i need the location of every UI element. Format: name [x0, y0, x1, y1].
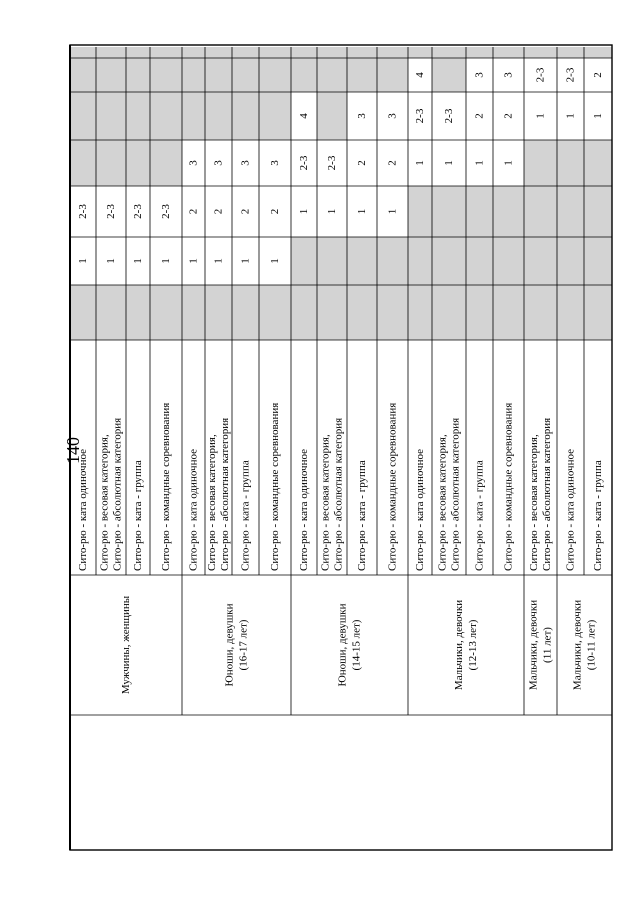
group-label: Мальчики, девочки	[571, 599, 584, 691]
value-cell: 1	[564, 113, 577, 119]
discipline-label: Сито-рю - ката - группа	[239, 460, 252, 571]
shaded-cell	[584, 47, 612, 58]
value-cell: 2	[356, 160, 368, 166]
shaded-cell	[232, 58, 259, 92]
shaded-cell	[70, 58, 96, 92]
value-cell: 2-3	[534, 67, 547, 83]
value-cell: 1	[386, 208, 399, 215]
discipline-label: Сито-рю - весовая категория,	[436, 434, 449, 571]
shaded-cell	[584, 285, 612, 340]
value-cell: 3	[187, 160, 200, 166]
shaded-cell	[408, 47, 432, 58]
value-cell: 2-3	[414, 108, 426, 124]
shaded-cell	[70, 92, 96, 140]
value-cell: 1	[326, 208, 338, 215]
discipline-label: Сито-рю - командные соревнования	[160, 402, 172, 571]
group-label: (14-15 лет)	[350, 619, 363, 671]
value-cell: 2	[473, 113, 486, 119]
shaded-cell	[150, 58, 182, 92]
value-cell: 1	[356, 208, 368, 215]
shaded-cell	[557, 237, 584, 285]
value-cell: 2-3	[160, 204, 172, 219]
shaded-cell	[432, 186, 466, 237]
shaded-cell	[96, 58, 126, 92]
value-cell: 3	[269, 160, 281, 166]
discipline-label: Сито-рю - ката - группа	[592, 460, 604, 571]
value-cell: 1	[414, 160, 426, 166]
shaded-cell	[182, 92, 205, 140]
discipline-label: Сито-рю - командные соревнования	[386, 402, 399, 571]
shaded-cell	[205, 47, 232, 58]
value-cell: 1	[473, 160, 486, 166]
shaded-cell	[466, 186, 493, 237]
shaded-cell	[150, 285, 182, 340]
shaded-cell	[291, 47, 317, 58]
shaded-cell	[408, 186, 432, 237]
shaded-cell	[432, 285, 466, 340]
value-cell: 2	[212, 208, 225, 215]
group-label: (10-11 лет)	[585, 619, 598, 671]
shaded-cell	[377, 47, 408, 58]
discipline-label: Сито-рю - ката - группа	[356, 460, 368, 571]
shaded-cell	[493, 186, 524, 237]
shaded-cell	[524, 237, 557, 285]
discipline-label: Сито-рю - весовая категория,	[98, 434, 111, 571]
page-number: 140	[63, 437, 83, 464]
shaded-cell	[347, 58, 377, 92]
shaded-cell	[259, 285, 291, 340]
shaded-cell	[347, 237, 377, 285]
group-label: (11 лет)	[541, 627, 554, 663]
value-cell: 2	[187, 208, 200, 215]
shaded-cell	[126, 285, 150, 340]
shaded-cell	[524, 140, 557, 186]
shaded-cell	[584, 237, 612, 285]
shaded-cell	[524, 285, 557, 340]
value-cell: 2-3	[564, 67, 577, 83]
shaded-cell	[126, 140, 150, 186]
shaded-cell	[96, 140, 126, 186]
shaded-cell	[377, 237, 408, 285]
discipline-label: Сито-рю - ката одиночное	[187, 449, 200, 571]
shaded-cell	[557, 186, 584, 237]
group-label: Мужчины, женщины	[120, 595, 132, 695]
value-cell: 1	[502, 160, 515, 166]
value-cell: 3	[212, 160, 225, 166]
value-cell: 3	[502, 72, 515, 78]
shaded-cell	[126, 47, 150, 58]
discipline-label: Сито-рю - ката - группа	[473, 460, 486, 571]
discipline-label: Сито-рю - весовая категория,	[319, 434, 332, 571]
shaded-cell	[377, 58, 408, 92]
shaded-cell	[493, 47, 524, 58]
shaded-cell	[493, 285, 524, 340]
shaded-cell	[317, 58, 347, 92]
value-cell: 4	[298, 113, 310, 119]
value-cell: 2	[592, 72, 604, 78]
discipline-label: Сито-рю - ката одиночное	[414, 449, 426, 571]
discipline-label: Сито-рю - весовая категория,	[528, 434, 540, 571]
discipline-label: Сито-рю - абсолютная категория	[449, 417, 462, 571]
shaded-cell	[150, 140, 182, 186]
value-cell: 4	[414, 72, 426, 78]
group-label: (12-13 лет)	[467, 619, 479, 671]
shaded-cell	[126, 92, 150, 140]
discipline-label: Сито-рю - абсолютная категория	[332, 417, 345, 571]
shaded-cell	[259, 58, 291, 92]
shaded-cell	[232, 285, 259, 340]
shaded-cell	[493, 237, 524, 285]
shaded-cell	[232, 47, 259, 58]
group-label: Юноши, девушки	[223, 603, 236, 687]
shaded-cell	[150, 92, 182, 140]
value-cell: 1	[269, 258, 281, 264]
shaded-cell	[347, 285, 377, 340]
value-cell: 1	[592, 113, 604, 119]
shaded-cell	[557, 47, 584, 58]
value-cell: 1	[212, 258, 225, 264]
group-label: (16-17 лет)	[237, 619, 250, 671]
shaded-cell	[524, 47, 557, 58]
discipline-label: Сито-рю - ката одиночное	[77, 449, 89, 571]
shaded-cell	[466, 237, 493, 285]
shaded-cell	[205, 285, 232, 340]
shaded-cell	[584, 140, 612, 186]
shaded-cell	[317, 237, 347, 285]
value-cell: 2	[239, 208, 252, 215]
value-cell: 3	[473, 72, 486, 78]
shaded-cell	[182, 58, 205, 92]
value-cell: 1	[132, 258, 144, 264]
shaded-cell	[205, 58, 232, 92]
shaded-cell	[259, 92, 291, 140]
value-cell: 1	[239, 258, 252, 264]
group-label: Мальчики, девочки	[453, 599, 465, 691]
shaded-cell	[432, 47, 466, 58]
discipline-label: Сито-рю - командные соревнования	[502, 402, 515, 571]
group-label: Мальчики, девочки	[527, 599, 540, 691]
shaded-cell	[70, 285, 96, 340]
group-label: Юноши, девушки	[336, 603, 349, 687]
shaded-cell	[317, 285, 347, 340]
discipline-label: Сито-рю - абсолютная категория	[219, 417, 231, 571]
discipline-label: Сито-рю - ката одиночное	[298, 449, 310, 571]
shaded-cell	[317, 92, 347, 140]
shaded-cell	[408, 285, 432, 340]
value-cell: 2-3	[326, 155, 338, 171]
discipline-label: Сито-рю - командные соревнования	[269, 402, 281, 571]
value-cell: 1	[187, 258, 200, 264]
value-cell: 2-3	[132, 204, 144, 219]
value-cell: 2	[502, 113, 515, 119]
shaded-cell	[150, 47, 182, 58]
value-cell: 3	[239, 160, 252, 166]
shaded-cell	[317, 47, 347, 58]
shaded-cell	[96, 92, 126, 140]
shaded-cell	[126, 58, 150, 92]
shaded-cell	[432, 237, 466, 285]
shaded-cell	[70, 140, 96, 186]
value-cell: 1	[443, 160, 455, 166]
shaded-cell	[408, 237, 432, 285]
value-cell: 2-3	[298, 155, 310, 171]
value-cell: 2-3	[443, 108, 455, 124]
value-cell: 1	[298, 208, 310, 215]
shaded-cell	[291, 58, 317, 92]
discipline-label: Сито-рю - абсолютная категория	[111, 417, 124, 571]
shaded-cell	[291, 237, 317, 285]
shaded-cell	[524, 186, 557, 237]
value-cell: 2	[269, 208, 281, 215]
shaded-cell	[466, 285, 493, 340]
value-cell: 2-3	[105, 204, 117, 219]
shaded-cell	[232, 92, 259, 140]
shaded-cell	[432, 58, 466, 92]
shaded-cell	[557, 285, 584, 340]
value-cell: 1	[77, 258, 89, 264]
discipline-label: Сито-рю - абсолютная категория	[541, 417, 553, 571]
shaded-cell	[291, 285, 317, 340]
shaded-cell	[182, 47, 205, 58]
shaded-cell	[557, 140, 584, 186]
value-cell: 2	[386, 160, 399, 166]
shaded-cell	[377, 285, 408, 340]
value-cell: 3	[356, 113, 368, 119]
value-cell: 3	[386, 113, 399, 119]
shaded-cell	[70, 47, 96, 58]
shaded-cell	[205, 92, 232, 140]
value-cell: 1	[160, 258, 172, 264]
value-cell: 1	[105, 258, 117, 264]
value-cell: 2-3	[77, 204, 89, 219]
shaded-cell	[347, 47, 377, 58]
value-cell: 1	[534, 113, 547, 119]
shaded-cell	[182, 285, 205, 340]
shaded-cell	[96, 47, 126, 58]
shaded-cell	[584, 186, 612, 237]
discipline-label: Сито-рю - ката одиночное	[564, 449, 577, 571]
discipline-label: Сито-рю - весовая категория,	[206, 434, 218, 571]
shaded-cell	[259, 47, 291, 58]
shaded-cell	[96, 285, 126, 340]
shaded-cell	[466, 47, 493, 58]
discipline-label: Сито-рю - ката - группа	[132, 460, 144, 571]
